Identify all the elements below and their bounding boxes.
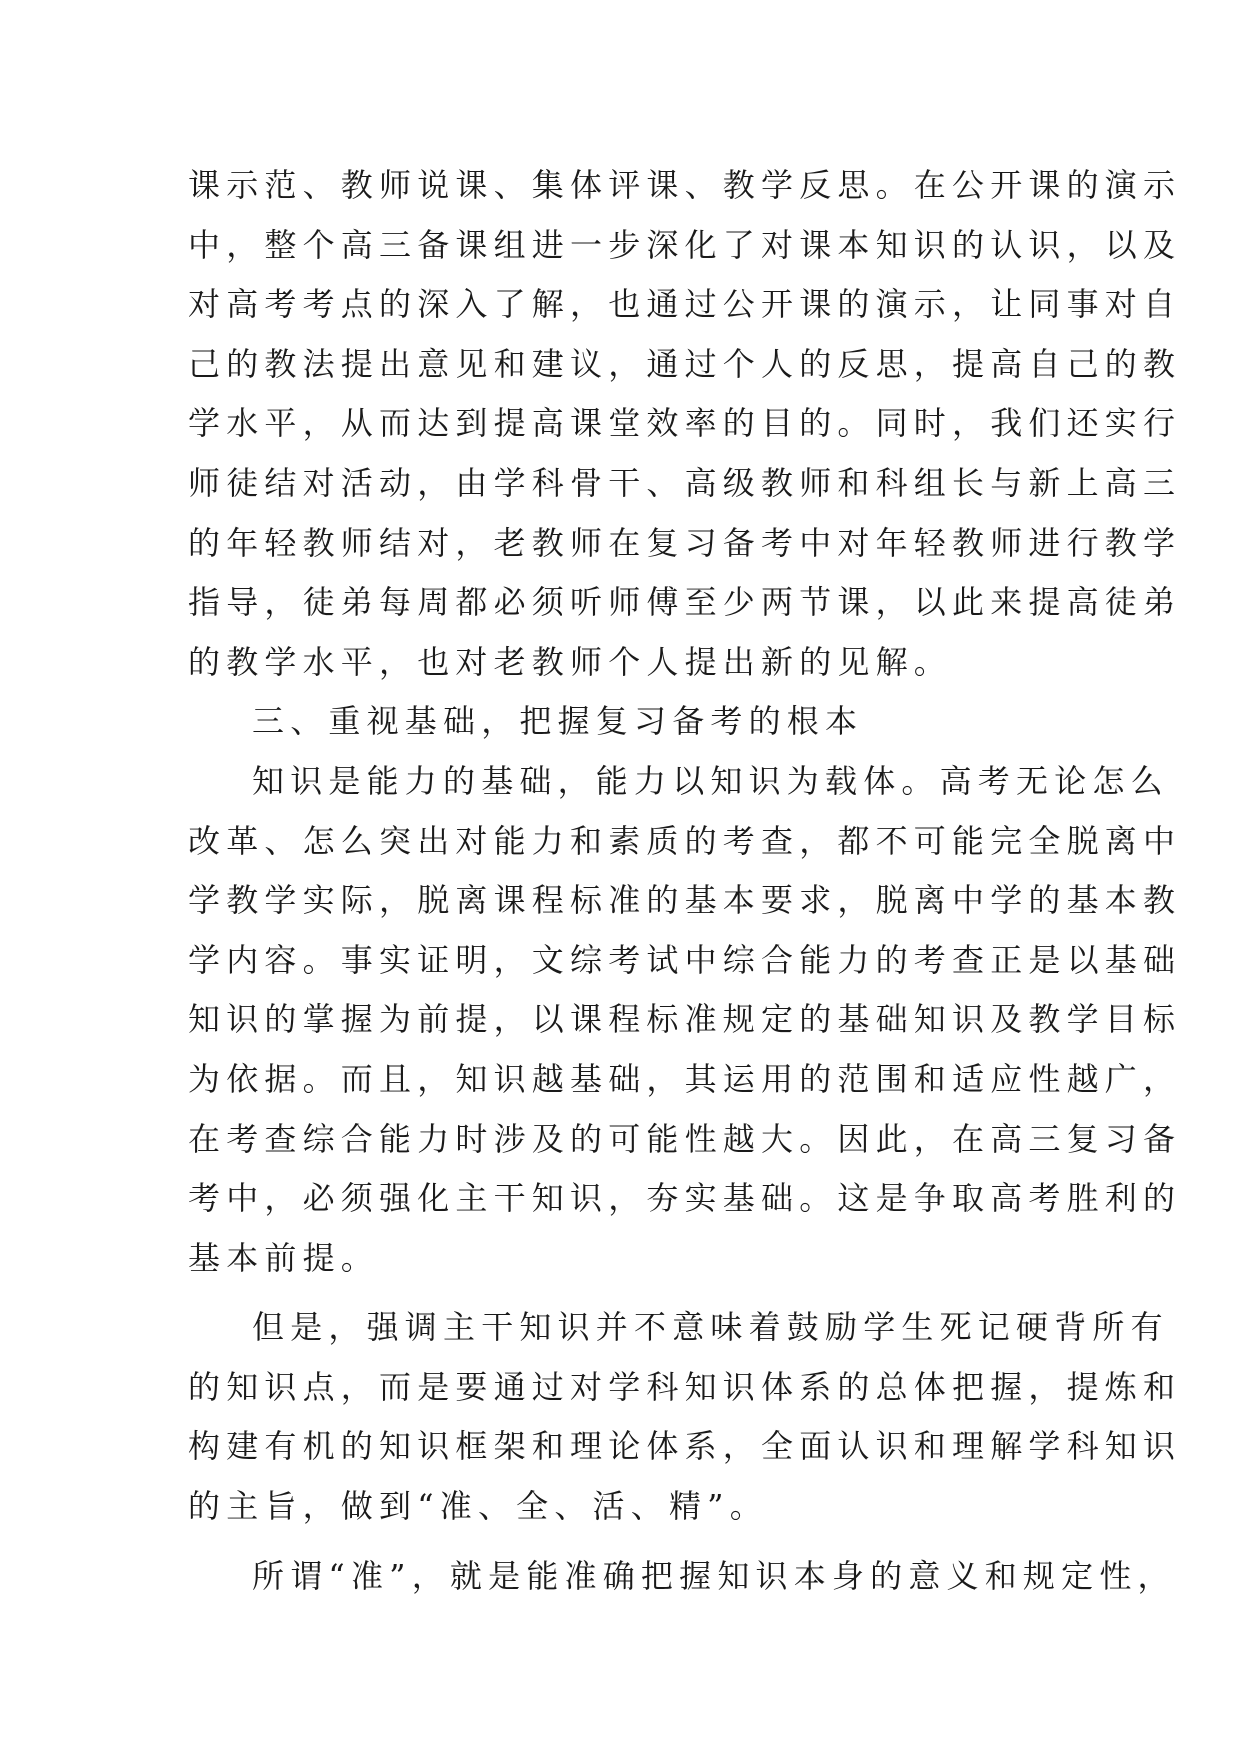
paragraph-2: [188, 752, 1182, 1288]
text-line: 师徒结对活动，由学科骨干、高级教师和科组长与新上高三: [188, 463, 1182, 502]
text-line: 学水平，从而达到提高课堂效率的目的。同时，我们还实行: [188, 404, 1182, 443]
paragraph-4: [188, 1547, 1176, 1607]
text-line: 学教学实际，脱离课程标准的基本要求，脱离中学的基本教: [188, 881, 1182, 920]
text-line: 学内容。事实证明，文综考试中综合能力的考查正是以基础: [188, 940, 1182, 979]
text-line: 的年轻教师结对，老教师在复习备考中对年轻教师进行教学: [188, 523, 1182, 562]
text-line: 中，整个高三备课组进一步深化了对课本知识的认识，以及: [188, 225, 1182, 264]
text-line: 的知识点，而是要通过对学科知识体系的总体把握，提炼和: [188, 1367, 1182, 1406]
text-line: 课示范、教师说课、集体评课、教学反思。在公开课的演示: [188, 166, 1182, 204]
text-line: 知识是能力的基础，能力以知识为载体。高考无论怎么: [252, 761, 1169, 800]
text-line: 知识的掌握为前提，以课程标准规定的基础知识及教学目标: [188, 1000, 1182, 1039]
text-line: 为依据。而且，知识越基础，其运用的范围和适应性越广，: [188, 1059, 1182, 1098]
paragraph-gap: [188, 1537, 1068, 1547]
text-line: 的主旨，做到“准、全、活、精”。: [188, 1487, 768, 1526]
section-heading: 三、重视基础，把握复习备考的根本: [252, 702, 864, 741]
paragraph-1: [188, 156, 1182, 692]
text-line: 所谓“准”，就是能准确把握知识本身的意义和规定性，: [252, 1556, 1176, 1595]
text-line: 构建有机的知识框架和理论体系，全面认识和理解学科知识: [188, 1427, 1182, 1466]
body-text: [188, 156, 1182, 1606]
text-line: 在考查综合能力时涉及的可能性越大。因此，在高三复习备: [188, 1119, 1182, 1158]
paragraph-3: [188, 1298, 1182, 1536]
text-line: 但是，强调主干知识并不意味着鼓励学生死记硬背所有: [252, 1308, 1169, 1347]
text-line: 指导，徒弟每周都必须听师傅至少两节课，以此来提高徒弟: [188, 583, 1182, 622]
text-line: 对高考考点的深入了解，也通过公开课的演示，让同事对自: [188, 285, 1182, 324]
text-line: 己的教法提出意见和建议，通过个人的反思，提高自己的教: [188, 344, 1182, 383]
text-line: 改革、怎么突出对能力和素质的考查，都不可能完全脱离中: [188, 821, 1182, 860]
text-line: 的教学水平，也对老教师个人提出新的见解。: [188, 642, 953, 681]
text-line: 考中，必须强化主干知识，夯实基础。这是争取高考胜利的: [188, 1179, 1182, 1218]
text-line: 基本前提。: [188, 1238, 380, 1277]
paragraph-gap: [188, 1288, 1068, 1298]
